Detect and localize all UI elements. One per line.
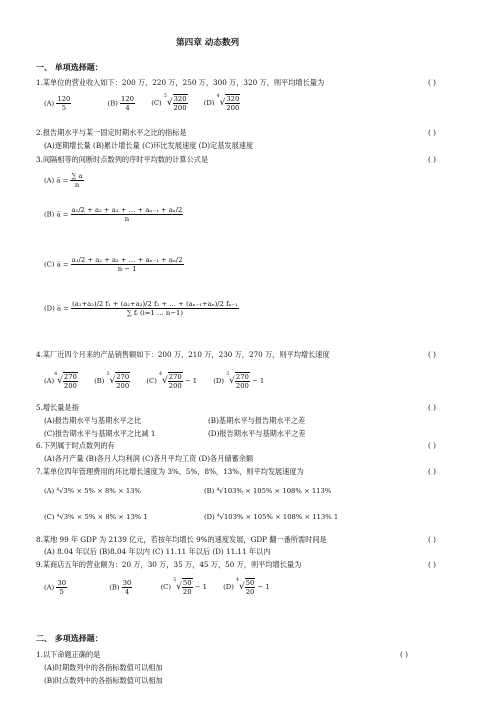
multi-question-1-option-a: (A)时期数列中的各指标数值可以相加 (44, 663, 163, 672)
question-8-stem: 8.某地 99 年 GDP 为 2139 亿元，若按年均增长 9%的速度发展，GDP 翻一番所需时间是 (36, 535, 327, 544)
question-7-option-c: (C) ⁴√3% × 5% × 8% × 13% 1 (44, 513, 148, 521)
answer-paren: ( ) (428, 403, 436, 412)
answer-paren: ( ) (400, 650, 408, 659)
answer-paren: ( ) (428, 535, 436, 544)
option-label: (D) (203, 99, 215, 107)
section-heading-multi-choice: 二、 多项选择题： (36, 634, 103, 643)
question-5-option-c: (C)报告期水平与基期水平之比减 1 (44, 429, 156, 438)
question-3-option-b: (B) a̅ = $\frac{\text{a₁/2 + a₂ + a₃ + … + aₙ₋₁ + aₙ/2}}{n}$ (44, 206, 183, 223)
option-label: (B) (107, 99, 118, 107)
question-4-options: $(A)^4√$ $\frac{270}{200}$ (B) $^3$√ $\frac{270}{200}$ (C) $^4$√ $\frac{270}{200}$ − 1 (D) $^3$√ $\frac{270}{200}$ − 1 (44, 372, 265, 390)
multi-question-1-option-b: (B)时点数列中的各指标数值可以相加 (44, 676, 163, 685)
question-7-stem: 7.某单位四年管理费用的环比增长速度为 3%，5%，8%，13%，则平均发展速度为 (36, 467, 304, 476)
radical: $^5$√ $\frac{320}{200}$ (163, 94, 187, 112)
question-3-option-a: (A) a̅ = $\frac{\sum a}{n}$ (44, 172, 83, 189)
answer-paren: ( ) (428, 560, 436, 569)
option-label: (C) (151, 99, 162, 107)
answer-paren: ( ) (428, 155, 436, 164)
answer-paren: ( ) (428, 350, 436, 359)
question-7-option-d: (D) ⁴√103% × 105% × 108% × 113% 1 (204, 513, 339, 521)
fraction: $\frac{120}{4}$ (121, 94, 135, 112)
question-1-stem: 1.某单位的营业收入如下：200 万，220 万，250 万，300 万，320 万，则平均增长量为 (36, 78, 325, 87)
question-4-stem: 4.某厂近四个月来的产品销售额如下：200 万，210 万，230 万，270 万，则平均增长速度 (36, 350, 330, 359)
question-5-option-d: (D)报告期水平与基期水平之差 (208, 429, 306, 438)
option-label: (A) (44, 99, 55, 107)
fraction: $\frac{120}{5}$ (57, 94, 71, 112)
multi-question-1-stem: 1.以下命题正确的是 (36, 650, 101, 659)
question-5-option-a: (A)报告期水平与基期水平之比 (44, 416, 142, 425)
question-3-option-d: (D) a̅ = $\frac{\text{(a₁+a₂)/2 f₁ + (a₂+a₃)/2 f₂ + … + (aₙ₋₁+aₙ)/2 fₙ₋₁}}{\text{∑ fᵢ (i=1 … n−1)}}$ (44, 300, 238, 317)
question-5-stem: 5.增长量是指 (36, 403, 79, 412)
question-3-option-c: (C) a̅ = $\frac{\text{a₁/2 + a₂ + a₃ + … + aₙ₋₁ + aₙ/2}}{n - 1}$ (44, 256, 183, 273)
chapter-title: 第四章 动态数列 (176, 38, 240, 48)
question-2-stem: 2.报告期水平与某一固定时期水平之比的指标是 (36, 128, 187, 137)
answer-paren: ( ) (428, 78, 436, 87)
answer-paren: ( ) (428, 441, 436, 450)
answer-paren: ( ) (428, 467, 436, 476)
section-heading-single-choice: 一、 单项选择题： (36, 63, 103, 72)
question-7-option-b: (B) ⁴√103% × 105% × 108% × 113% (204, 487, 332, 495)
question-8-options: (A) 8.04 年以后 (B)8.04 年以内 (C) 11.11 年以后 (D) 11.11 年以内 (44, 547, 271, 556)
question-9-options: (A) $\frac{30}{5}$ (B) $\frac{30}{4}$ (C) $^5$√ $\frac{50}{20}$ − 1 (D) $^4$√ $\frac{50}{20}$ − 1 (44, 578, 270, 596)
question-6-stem: 6.下列属于时点数列的有 (36, 441, 115, 450)
question-9-stem: 9.某商店五年的营业额为：20 万，30 万，35 万，45 万，50 万，则平均增长量为 (36, 560, 302, 569)
question-7-option-a: (A) ⁴√3% × 5% × 8% × 13% (44, 487, 141, 495)
question-1-options (44, 94, 254, 112)
question-2-options: (A)逐期增长量 (B)累计增长量 (C)环比发展速度 (D)定基发展速度 (44, 141, 254, 150)
question-3-stem: 3.间隔相等的间断时点数列的序时平均数的计算公式是 (36, 155, 209, 164)
question-6-options: (A)各月产量 (B)各月人均利润 (C)各月平均工资 (D)各月储蓄余额 (44, 454, 254, 463)
question-5-option-b: (B)基期水平与报告期水平之差 (208, 416, 306, 425)
radical: $^4$√ $\frac{320}{200}$ (216, 94, 240, 112)
answer-paren: ( ) (428, 128, 436, 137)
